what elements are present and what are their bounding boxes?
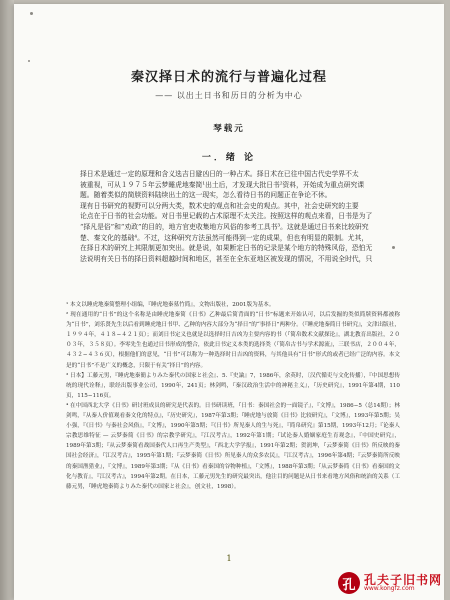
body-line: 现有日书研究的视野可以分两大类，数术史的观点和社会史的观点。其中，社会史研究的主要 — [80, 201, 359, 210]
body-line: 择日术是通过一定的原理和含义选吉日避凶日的一种占术。择日术在已往中国古代史学界不太 — [80, 170, 359, 178]
footnote: ² 现在通用的“日书”的这个名称是由睡虎地秦简《日书》乙种最后简背面的“日书”标题来开始认可，以后发掘的类似简牍资料都被称为“日书”，刘乐贤先生以后看到睡虎地日书甲、乙种的内容大部分为“择日”的“事择日”两种分。（『睡虎地秦简日书研究』，文津出版社，１９９４年，４１８−４２１页）；而刘日书定义也就是以选择时日吉凶为主要内容的书（『简帛数术文献探论』，湖北教育出版社，２００３年，３５８页）。李零先生也通过日书形成的整合，依此日书定义本类的选择类（『简帛古书与学术源流』，三联书店，２００４年，４３２−４３６页），根据他们的意见，“日书”可以称为一种选择时日吉凶的资料，与其他具有“日书”形式的或者已经广泛的内容。本文是的“日书”不是广义的概念，只限于有关“择日”的内容。 — [66, 312, 400, 369]
body-paragraph — [66, 201, 398, 265]
watermark-url: www.kongfz.com — [363, 585, 415, 592]
page-edge-shadow — [0, 0, 14, 600]
section-heading: 一．绪 论 — [201, 153, 257, 163]
page-number: 1 — [226, 554, 232, 563]
footnote: ¹ 本文以睡虎地秦简整理小组编，『睡虎地秦墓竹简』，文物出版社，2001版为基本。 — [66, 302, 275, 308]
body-line: 在择日术的研究上其限制更加突出。就是说，如果断定日书的记录是某个地方的特殊风俗，恐怕无 — [80, 244, 373, 253]
watermark-text — [364, 574, 442, 592]
body-line: 楚、秦文化的基础⁴。不过，这种研究方法虽然可能得到一定的成果，但也有明显的限制。尤其， — [80, 233, 369, 242]
body-line: 题。随着类似的简牍资料陆续出土的这一现实，怎么看待日书的问题正在争论不休。 — [80, 191, 332, 200]
paper-speck — [30, 12, 33, 15]
paper-speck — [28, 60, 30, 62]
footnote: ⁴ 在中国西北大学《日书》研讨班成员的研究是代表的。日书研读班，『日书：秦国社会的一面镜子』，『文博』，1986−5（总14期）；林剑鸣，『从秦人价值观看秦文化的特点』，『历史研究』，1987年第3期；『睡虎地与放简《日书》比较研究』，『文博』，1993年第5期；吴小强，『《日书》与秦社会风俗』，『文博』，1990年第5期；『《日书》所见秦人的生与死』，『简帛研究』第15期，1993年12月；『论秦人宗教思维特征 — 云梦秦简《日书》的宗教学研究』，『江汉考古』，1992年第1期；『试论秦人婚姻家庭生育观念』，『中国史研究』，1989年第3期；『从云梦秦简看战国秦代人口再生产类型』，『西北大学学报』，1991年第2期；贺润坤，『云梦秦简《日书》所反映的秦国社会经济』，『江汉考古』，1995年第1期；『云梦秦简《日书》所见秦人的众多农民』，『江汉考古』，1996年第4期；『云梦秦简所反映的秦国渔猎业』，『文博』，1989年第3期；『从《日书》看秦国的谷物种植』，『文博』，1988年第3期；『从云梦秦简《日书》看秦国的文化与教育』，『江汉考古』，1994年第2期。在日本，工藤元男先生的研究最突出，他注目的问题是从日书来看地方风俗和统治的关系（工藤元男，『睡虎地秦简よりみた秦代の国家と社会』，创文社，1998）。 — [66, 402, 400, 490]
document-subtitle: —— 以出土日书和历日的分析为中心 — [155, 91, 303, 100]
body-text — [66, 169, 398, 264]
document-title: 秦汉择日术的流行与普遍化过程 — [130, 70, 327, 85]
watermark-name: 孔夫子旧书网 — [363, 573, 442, 587]
body-paragraph — [66, 169, 398, 201]
body-line: 论点在于日书的社会功能。对日书里记载的占术原理不太关注。按照这样的观点来看，日书是为了 — [80, 212, 373, 221]
body-line: “择凡是俗”和“劝政”的目的，地方官吏收集地方风俗的参考工具书³。这就是通过日书来比较研究 — [80, 222, 369, 231]
body-line: 被重视，可从１９７５年云梦睡虎地秦简¹出土后，才发现大批日书²资料，开始成为重点研究课 — [80, 180, 365, 189]
body-line: 法说明有关日书的择日资料超越时间和地区，甚至在全东亚地区被发现的情况，不用说全时代，只 — [80, 254, 373, 263]
footnote: ³ 日本】工藤元男，『睡虎地秦簡よりみた秦代の国家と社会』、5.『史論』7，1986年，余英时，〔汉代循吏与文化传播〕，『中国思想传统的现代诠释』，联经出版事业公司，1990年，241页；林剑鸣，『秦汉政治生活中的神秘主义』，『历史研究』，1991年第4期，110页，115−116页。 — [66, 372, 400, 399]
document-author: 琴载元 — [213, 124, 245, 134]
footnotes — [66, 300, 400, 492]
watermark — [338, 572, 442, 594]
watermark-logo-icon: 孔 — [338, 572, 360, 594]
document-page — [14, 4, 444, 600]
